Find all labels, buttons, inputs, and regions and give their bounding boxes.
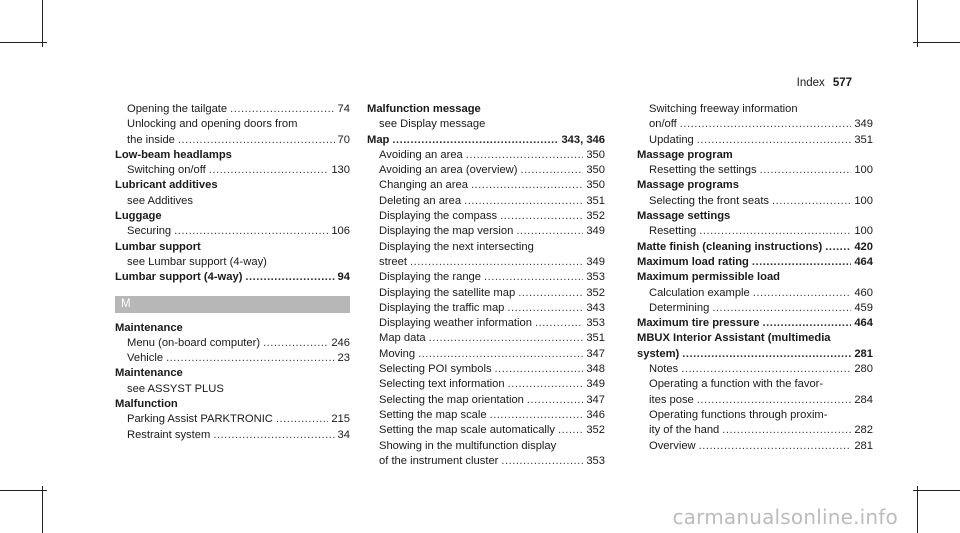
index-heading: [367, 102, 605, 117]
page-reference[interactable]: 282: [854, 424, 873, 437]
index-subentry: [367, 240, 605, 255]
index-subentry[interactable]: [367, 362, 605, 377]
entry-text: see Lumbar support (4-way): [127, 255, 267, 268]
page-reference[interactable]: 349: [586, 378, 605, 391]
index-subentry[interactable]: [367, 316, 605, 331]
page-reference[interactable]: 348: [586, 363, 605, 376]
index-subentry[interactable]: [367, 178, 605, 193]
entry-text: Setting the map scale automatically: [379, 424, 555, 437]
index-subentry: [637, 408, 873, 423]
dot-leader: [712, 301, 851, 316]
dot-leader: [699, 224, 851, 239]
entry-text: see Display message: [379, 118, 486, 131]
dot-leader: [166, 351, 334, 366]
entry-text: Unlocking and opening doors from: [127, 118, 298, 131]
index-subentry[interactable]: [115, 224, 350, 239]
dot-leader: [209, 163, 329, 178]
index-subentry[interactable]: [637, 117, 873, 132]
entry-text: Maintenance: [115, 367, 183, 380]
entry-text: Maintenance: [115, 321, 183, 334]
entry-text: Resetting: [649, 225, 697, 238]
dot-leader: [392, 133, 558, 148]
page-reference[interactable]: 352: [586, 424, 605, 437]
index-subentry[interactable]: [637, 393, 873, 408]
page-number: 577: [832, 77, 852, 89]
index-subentry[interactable]: [367, 393, 605, 408]
entry-text: Lubricant additives: [115, 179, 218, 192]
dot-leader: [508, 377, 584, 392]
entry-text: see Additives: [127, 194, 193, 207]
entry-text: Determining: [649, 301, 710, 314]
page-reference[interactable]: 347: [586, 347, 605, 360]
index-subentry: [637, 377, 873, 392]
index-heading: [115, 240, 350, 255]
entry-text: Malfunction message: [367, 103, 481, 115]
index-subentry[interactable]: [637, 423, 873, 438]
entry-text: Updating: [649, 133, 694, 146]
entry-text: Maximum load rating: [637, 255, 749, 268]
entry-text: Displaying the range: [379, 271, 481, 284]
entry-text: Displaying the traffic map: [379, 301, 505, 314]
index-subentry: [115, 255, 350, 270]
dot-leader: [174, 224, 328, 239]
dot-leader: [490, 408, 584, 423]
entry-text: Vehicle: [127, 352, 164, 365]
index-subentry[interactable]: [637, 224, 873, 239]
page-reference[interactable]: 284: [854, 393, 873, 406]
dot-leader: [722, 423, 851, 438]
page-reference[interactable]: 100: [854, 194, 873, 207]
dot-leader: [680, 117, 852, 132]
entry-text: Opening the tailgate: [127, 103, 228, 115]
page-reference[interactable]: 459: [854, 301, 873, 314]
index-subentry[interactable]: [115, 336, 350, 351]
entry-text: system): [637, 347, 680, 360]
index-subentry[interactable]: [367, 347, 605, 362]
index-heading: [115, 148, 350, 163]
entry-text: Lumbar support (4-way): [115, 271, 243, 284]
dot-leader: [484, 270, 583, 285]
page-reference[interactable]: 349: [854, 118, 873, 131]
dot-leader: [466, 148, 584, 163]
entry-text: the inside: [127, 133, 175, 146]
entry-text: Massage program: [637, 148, 733, 161]
index-heading: [115, 209, 350, 224]
entry-text: Selecting the front seats: [649, 194, 770, 207]
page-reference[interactable]: 352: [586, 286, 605, 299]
crop-mark: [42, 0, 43, 47]
entry-text: Selecting POI symbols: [379, 363, 492, 376]
page-reference[interactable]: 351: [586, 194, 605, 207]
page-reference[interactable]: 94: [337, 271, 350, 284]
entry-text: Operating functions through proxim-: [649, 408, 828, 421]
entry-text: Restraint system: [127, 428, 211, 441]
entry-text: Massage programs: [637, 179, 739, 192]
entry-text: Selecting the map orientation: [379, 393, 524, 406]
page-reference[interactable]: 34: [337, 428, 350, 441]
index-subentry: [115, 194, 350, 209]
entry-text: Massage settings: [637, 210, 731, 223]
entry-text: Switching freeway information: [649, 103, 798, 115]
page-reference[interactable]: 351: [586, 332, 605, 345]
page-reference[interactable]: 281: [854, 347, 873, 360]
index-heading[interactable]: [115, 270, 350, 285]
index-subentry[interactable]: [637, 439, 873, 454]
index-subentry: [637, 102, 873, 117]
index-heading: [637, 270, 873, 285]
entry-text: Securing: [127, 225, 172, 238]
dot-leader: [697, 393, 852, 408]
index-subentry[interactable]: [367, 454, 605, 469]
page-reference[interactable]: 246: [331, 336, 350, 349]
index-subentry[interactable]: [637, 163, 873, 178]
entry-text: Overview: [649, 439, 696, 452]
index-subentry[interactable]: [367, 301, 605, 316]
index-subentry[interactable]: [367, 423, 605, 438]
entry-text: Moving: [379, 347, 416, 360]
index-subentry[interactable]: [637, 286, 873, 301]
index-subentry[interactable]: [367, 148, 605, 163]
index-heading: [115, 178, 350, 193]
entry-text: Avoiding an area: [379, 148, 463, 161]
page-reference[interactable]: 343, 346: [561, 133, 605, 146]
index-subentry[interactable]: [115, 412, 350, 427]
crop-mark: [0, 42, 47, 43]
index-heading[interactable]: [637, 347, 873, 362]
index-subentry[interactable]: [367, 209, 605, 224]
index-subentry[interactable]: [367, 270, 605, 285]
dot-leader: [516, 224, 583, 239]
page-reference[interactable]: 281: [854, 439, 873, 452]
dot-leader: [753, 286, 852, 301]
crop-mark: [42, 486, 43, 533]
index-column-3: [637, 102, 873, 454]
entry-text: Displaying the compass: [379, 210, 498, 223]
dot-leader: [495, 362, 584, 377]
entry-text: Operating a function with the favor-: [649, 378, 824, 391]
dot-leader: [464, 194, 583, 209]
page-reference[interactable]: 347: [586, 393, 605, 406]
entry-text: Maximum permissible load: [637, 271, 780, 284]
index-subentry[interactable]: [115, 133, 350, 148]
dot-leader: [501, 454, 583, 469]
entry-text: Low-beam headlamps: [115, 148, 232, 161]
index-subentry: [115, 382, 350, 397]
page-reference[interactable]: 130: [331, 164, 350, 177]
page-reference[interactable]: 343: [586, 301, 605, 314]
index-subentry[interactable]: [637, 362, 873, 377]
index-heading[interactable]: [367, 133, 605, 148]
dot-leader: [772, 194, 851, 209]
section-letter: M: [115, 296, 350, 313]
dot-leader: [535, 316, 583, 331]
page-reference[interactable]: 464: [854, 255, 873, 268]
page-reference[interactable]: 74: [337, 103, 350, 115]
page-reference[interactable]: 350: [586, 164, 605, 177]
dot-leader: [760, 163, 852, 178]
dot-leader: [178, 133, 335, 148]
entry-text: Matte finish (cleaning instructions): [637, 240, 823, 253]
page-reference[interactable]: 100: [854, 225, 873, 238]
entry-text: Parking Assist PARKTRONIC: [127, 413, 273, 426]
index-subentry: [367, 117, 605, 132]
dot-leader: [699, 439, 852, 454]
index-subentry[interactable]: [367, 377, 605, 392]
entry-text: Showing in the multifunction display: [379, 439, 557, 452]
entry-text: on/off: [649, 118, 677, 131]
entry-text: Displaying the map version: [379, 225, 514, 238]
crop-mark: [0, 490, 47, 491]
page-reference[interactable]: 352: [586, 210, 605, 223]
index-heading: [637, 148, 873, 163]
dot-leader: [752, 255, 851, 270]
entry-text: Switching on/off: [127, 164, 206, 177]
dot-leader: [230, 102, 334, 117]
index-subentry: [115, 117, 350, 132]
crop-mark: [917, 0, 918, 47]
index-subentry[interactable]: [367, 163, 605, 178]
index-heading: [115, 397, 350, 412]
entry-text: Displaying the next intersecting: [379, 240, 534, 253]
page-reference[interactable]: 350: [586, 179, 605, 192]
index-column-1: [115, 102, 350, 443]
crop-mark: [917, 486, 918, 533]
index-subentry[interactable]: [115, 163, 350, 178]
entry-text: Avoiding an area (overview): [379, 164, 518, 177]
entry-text: Notes: [649, 363, 679, 376]
index-subentry[interactable]: [367, 224, 605, 239]
page-reference[interactable]: 215: [331, 413, 350, 426]
page-reference[interactable]: 350: [586, 148, 605, 161]
page-reference[interactable]: 353: [586, 317, 605, 330]
entry-text: Menu (on-board computer): [127, 336, 261, 349]
index-column-2: [367, 102, 605, 469]
index-heading[interactable]: [637, 316, 873, 331]
entry-text: Deleting an area: [379, 194, 462, 207]
index-subentry[interactable]: [637, 301, 873, 316]
page-reference[interactable]: 351: [854, 133, 873, 146]
entry-text: Calculation example: [649, 286, 750, 299]
page-reference[interactable]: 349: [586, 225, 605, 238]
entry-text: ites pose: [649, 393, 694, 406]
entry-text: street: [379, 255, 407, 268]
dot-leader: [245, 270, 334, 285]
dot-leader: [697, 133, 852, 148]
dot-leader: [682, 347, 851, 362]
dot-leader: [518, 286, 583, 301]
crop-mark: [913, 490, 960, 491]
dot-leader: [213, 428, 334, 443]
dot-leader: [418, 347, 583, 362]
index-subentry[interactable]: [367, 408, 605, 423]
header-title: Index: [796, 77, 825, 89]
index-subentry: [367, 439, 605, 454]
index-subentry[interactable]: [115, 351, 350, 366]
index-heading: [637, 178, 873, 193]
dot-leader: [825, 240, 851, 255]
dot-leader: [429, 331, 584, 346]
page-header: [797, 77, 852, 89]
entry-text: Displaying the satellite map: [379, 286, 516, 299]
dot-leader: [263, 336, 328, 351]
entry-text: see ASSYST PLUS: [127, 382, 224, 395]
entry-text: Map data: [379, 332, 426, 345]
dot-leader: [500, 209, 583, 224]
page-reference[interactable]: 346: [586, 408, 605, 421]
page-reference[interactable]: 353: [586, 454, 605, 467]
crop-mark: [913, 42, 960, 43]
dot-leader: [558, 423, 583, 438]
entry-text: Selecting text information: [379, 378, 505, 391]
dot-leader: [763, 316, 852, 331]
page-reference[interactable]: 106: [331, 225, 350, 238]
index-heading[interactable]: [637, 240, 873, 255]
page-reference[interactable]: 420: [854, 240, 873, 253]
page-reference[interactable]: 70: [337, 133, 350, 146]
index-heading: [637, 209, 873, 224]
index-heading[interactable]: [637, 255, 873, 270]
entry-text: Changing an area: [379, 179, 468, 192]
index-subentry[interactable]: [115, 102, 350, 117]
page-reference[interactable]: 353: [586, 271, 605, 284]
dot-leader: [681, 362, 851, 377]
index-subentry[interactable]: [367, 286, 605, 301]
page-reference[interactable]: 460: [854, 286, 873, 299]
index-subentry[interactable]: [637, 194, 873, 209]
index-subentry[interactable]: [367, 255, 605, 270]
entry-text: MBUX Interior Assistant (multimedia: [637, 332, 831, 345]
index-heading: [637, 331, 873, 346]
dot-leader: [471, 178, 583, 193]
page-reference[interactable]: 23: [337, 352, 350, 365]
entry-text: of the instrument cluster: [379, 454, 499, 467]
dot-leader: [507, 301, 583, 316]
dot-leader: [520, 163, 583, 178]
entry-text: Lumbar support: [115, 240, 201, 253]
dot-leader: [276, 412, 328, 427]
dot-leader: [410, 255, 583, 270]
entry-text: Luggage: [115, 210, 162, 223]
entry-text: Malfunction: [115, 398, 178, 411]
dot-leader: [527, 393, 583, 408]
page-reference[interactable]: 280: [854, 363, 873, 376]
index-subentry[interactable]: [367, 194, 605, 209]
entry-text: ity of the hand: [649, 424, 720, 437]
entry-text: Resetting the settings: [649, 164, 757, 177]
page-reference[interactable]: 100: [854, 164, 873, 177]
watermark: carmanualsonline.info: [672, 505, 898, 529]
entry-text: Setting the map scale: [379, 408, 487, 421]
index-heading: [115, 321, 350, 336]
entry-text: Map: [367, 133, 390, 146]
entry-text: Maximum tire pressure: [637, 317, 760, 330]
index-subentry[interactable]: [367, 331, 605, 346]
index-subentry[interactable]: [637, 133, 873, 148]
page-reference[interactable]: 349: [586, 255, 605, 268]
index-heading: [115, 366, 350, 381]
entry-text: Displaying weather information: [379, 317, 532, 330]
index-subentry[interactable]: [115, 428, 350, 443]
page-reference[interactable]: 464: [854, 317, 873, 330]
